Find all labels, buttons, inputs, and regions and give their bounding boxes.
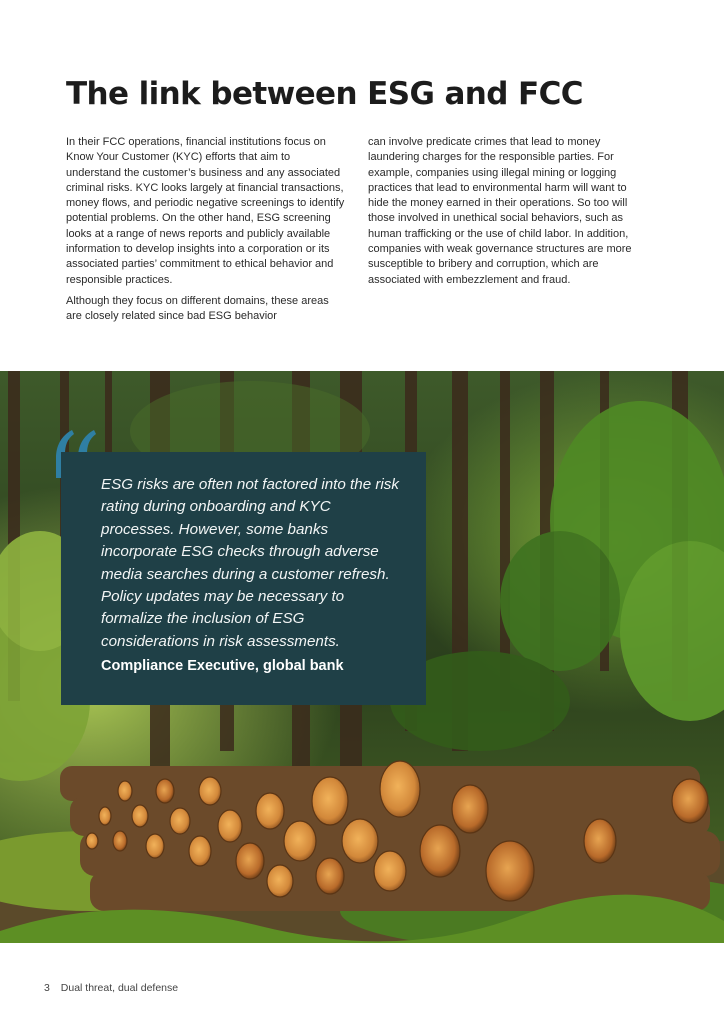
- page-footer: [44, 982, 178, 994]
- pull-quote-box: [61, 452, 426, 705]
- body-paragraph: can involve predicate crimes that lead to money laundering charges for the responsible parties. For example, companies using illegal mining or logging practices that lead to environmental harm will want to hide the money earned in their operations. So too will those involved in unethical social behaviors, such as human trafficking or the use of child labor. In addition, companies with weak governance structures are more susceptible to bribery and corruption, which are associated with embezzlement and fraud.: [368, 136, 632, 286]
- pull-quote-source: Compliance Executive, global bank: [101, 658, 344, 675]
- pull-quote-text: ESG risks are often not factored into the risk rating during onboarding and KYC processes. However, some banks incorporate ESG checks through adverse media searches during a customer refresh. Policy updates may be necessary to formalize the inclusion of ESG considerations in risk assessments.: [101, 476, 399, 650]
- page-title: The link between ESG and FCC: [66, 76, 583, 112]
- body-column-right: [368, 135, 650, 294]
- body-paragraph: Although they focus on different domains, these areas are closely related since bad ESG behavior: [66, 294, 329, 323]
- body-paragraph: In their FCC operations, financial institutions focus on Know Your Customer (KYC) efforts that aim to understand the customer’s business and any associated criminal risks. KYC looks largely at financial transactions, money flows, and periodic negative screenings to identify potential problems. On the other hand, ESG screening looks at a range of news reports and publicly available information to develop insights into a corporation or its associated parties’ commitment to ethical behavior and responsible practices.: [66, 136, 345, 286]
- page-number: 3: [44, 982, 50, 994]
- footer-label: Dual threat, dual defense: [60, 982, 179, 994]
- body-column-left: [66, 135, 346, 331]
